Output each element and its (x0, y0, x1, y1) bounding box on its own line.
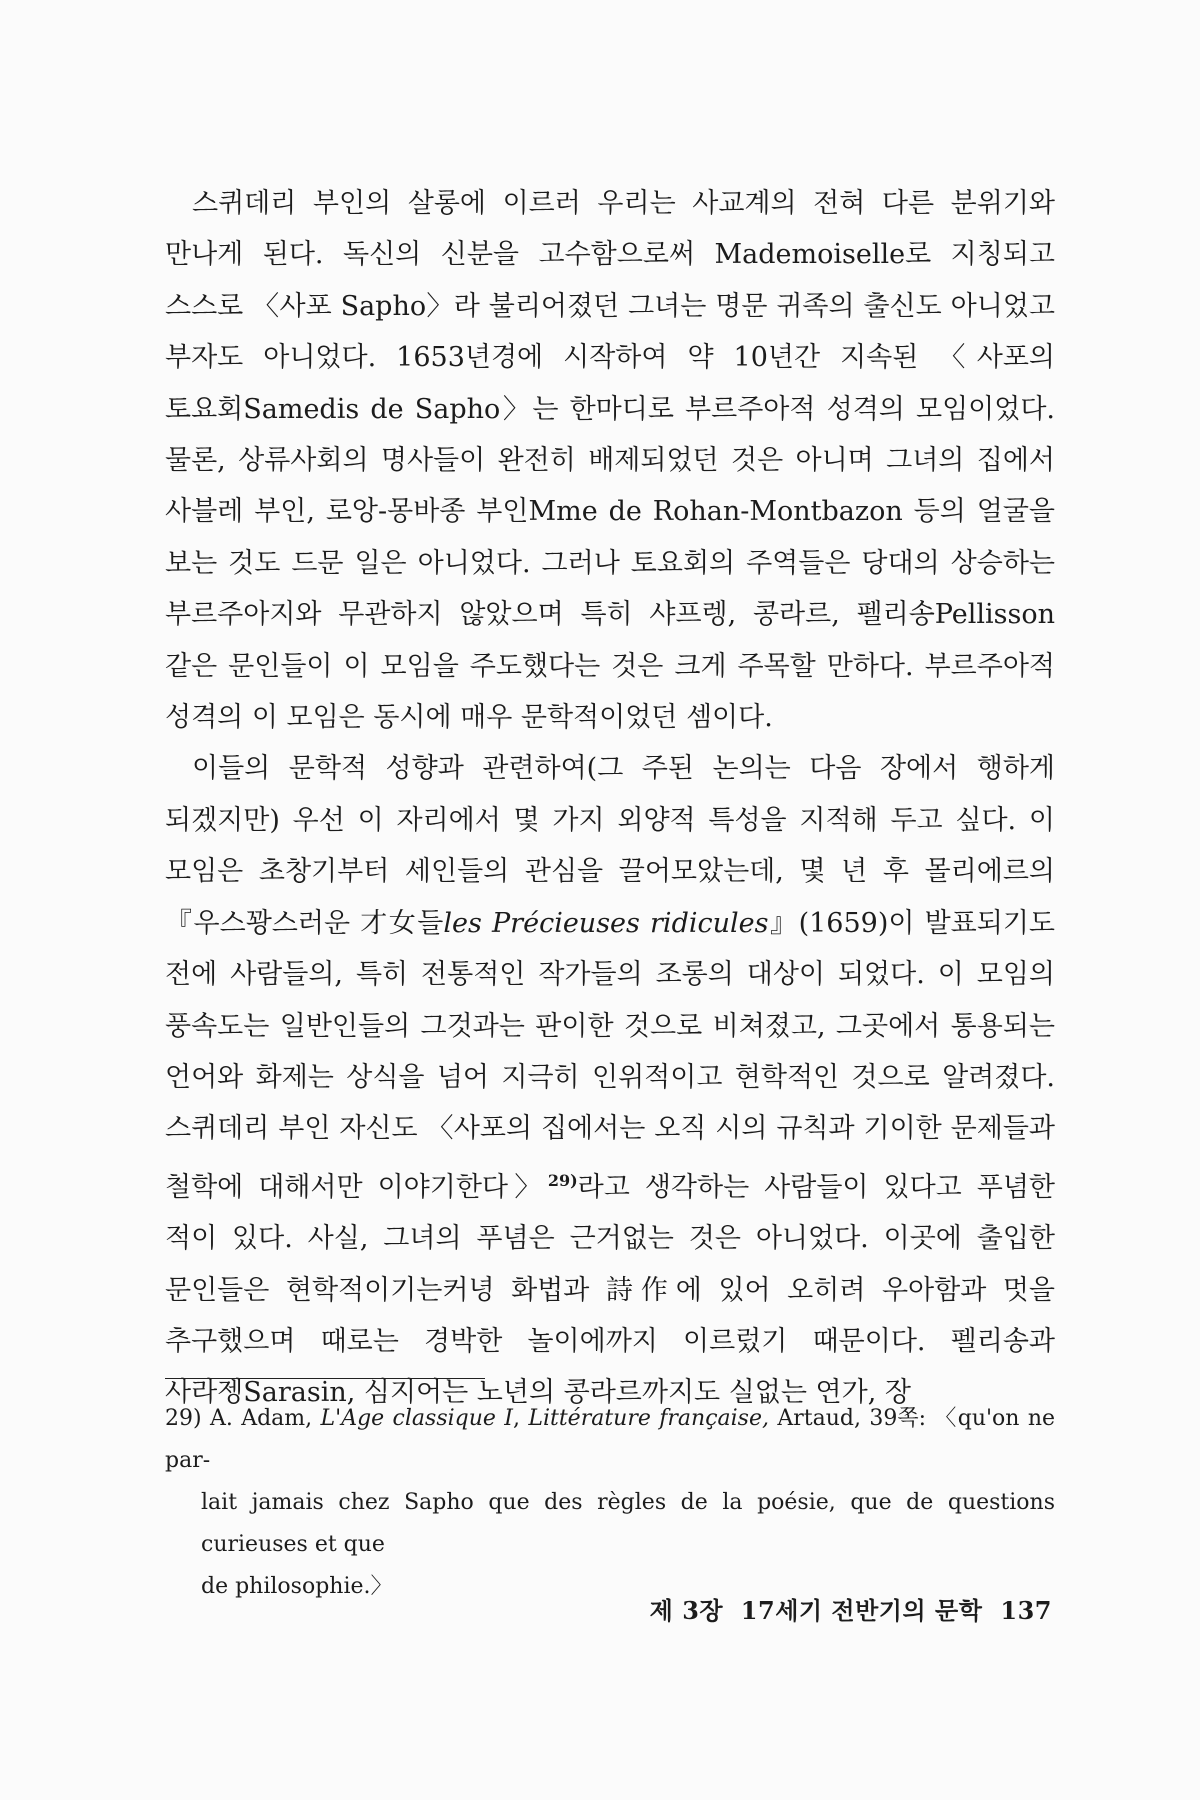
paragraph-2 (165, 743, 1055, 1418)
footnote-separator: , (512, 1406, 529, 1431)
page-number: 137 (1000, 1596, 1052, 1625)
footnote-continuation: de philosophie.〉 (201, 1574, 393, 1599)
footnote-text: Artaud, 39쪽: 〈qu'on ne par- (165, 1406, 1056, 1473)
footnote-number: 29) (165, 1406, 202, 1431)
paragraph-2-text: 라고 생각하는 사람들이 있다고 푸념한 적이 있다. 사실, 그녀의 푸념은 근거없는 것은 아니었다. 이곳에 출입한 문인들은 현학적이기는커녕 화법과 詩作에 있어 오히려 우아함과 멋을 추구했으며 때로는 경박한 놀이에까지 이르렀기 때문이다. 펠리송과 사라젱Sarasin, 심지어는 노년의 콩라르까지도 실없는 연가, 장 (165, 1171, 1055, 1409)
footnote-divider (165, 1378, 485, 1379)
body-text (165, 178, 1055, 1419)
footnote-29 (165, 1398, 1055, 1608)
footnote-book-title: L'Age classique I (320, 1406, 513, 1431)
running-footer (650, 1591, 1052, 1626)
footnote-author: A. Adam, (209, 1406, 321, 1431)
footnote-continuation: lait jamais chez Sapho que des règles de la poésie, que de questions curieuses et que (201, 1490, 1055, 1557)
chapter-title: 제 3장 17세기 전반기의 문학 (649, 1596, 983, 1625)
footnote-series-title: Littérature française, (528, 1406, 769, 1431)
paragraph-1: 스퀴데리 부인의 살롱에 이르러 우리는 사교계의 전혀 다른 분위기와 만나게 된다. 독신의 신분을 고수함으로써 Mademoiselle로 지칭되고 스스로 〈사포 Sapho〉라 불리어졌던 그녀는 명문 귀족의 출신도 아니었고 부자도 아니었다. 1653년경에 시작하여 약 10년간 지속된 〈사포의 토요회Samedis de Sapho〉는 한마디로 부르주아적 성격의 모임이었다. 물론, 상류사회의 명사들이 완전히 배제되었던 것은 아니며 그녀의 집에서 사블레 부인, 로앙-몽바종 부인Mme de Rohan-Montbazon 등의 얼굴을 보는 것도 드문 일은 아니었다. 그러나 토요회의 주역들은 당대의 상승하는 부르주아지와 무관하지 않았으며 특히 샤프렝, 콩라르, 펠리송Pellisson 같은 문인들이 이 모임을 주도했다는 것은 크게 주목할 만하다. 부르주아적 성격의 이 모임은 동시에 매우 문학적이었던 셈이다. (165, 188, 1055, 734)
footnote-first-line (165, 1398, 1055, 1482)
footnote-reference[interactable]: 29) (547, 1170, 578, 1190)
paragraph-2-text: 이들의 문학적 성향과 관련하여(그 주된 논의는 다음 장에서 행하게 되겠지만) 우선 이 자리에서 몇 가지 외양적 특성을 지적해 두고 싶다. 이 모임은 초창기부터 세인들의 관심을 끌어모았는데, 몇 년 후 몰리에르의 『우스꽝스러운 才女들 (165, 753, 1055, 939)
paragraph-2-text: 』(1659)이 발표되기도 전에 사람들의, 특히 전통적인 작가들의 조롱의 대상이 되었다. 이 모임의 풍속도는 일반인들의 그것과는 판이한 것으로 비쳐졌고, 그곳에서 통용되는 언어와 화제는 상식을 넘어 지극히 인위적이고 현학적인 것으로 알려졌다. 스퀴데리 부인 자신도 〈사포의 집에서는 오직 시의 규칙과 기이한 문제들과 철학에 대해서만 이야기한다〉 (165, 907, 1056, 1203)
work-title: les Précieuses ridicules (443, 907, 769, 939)
